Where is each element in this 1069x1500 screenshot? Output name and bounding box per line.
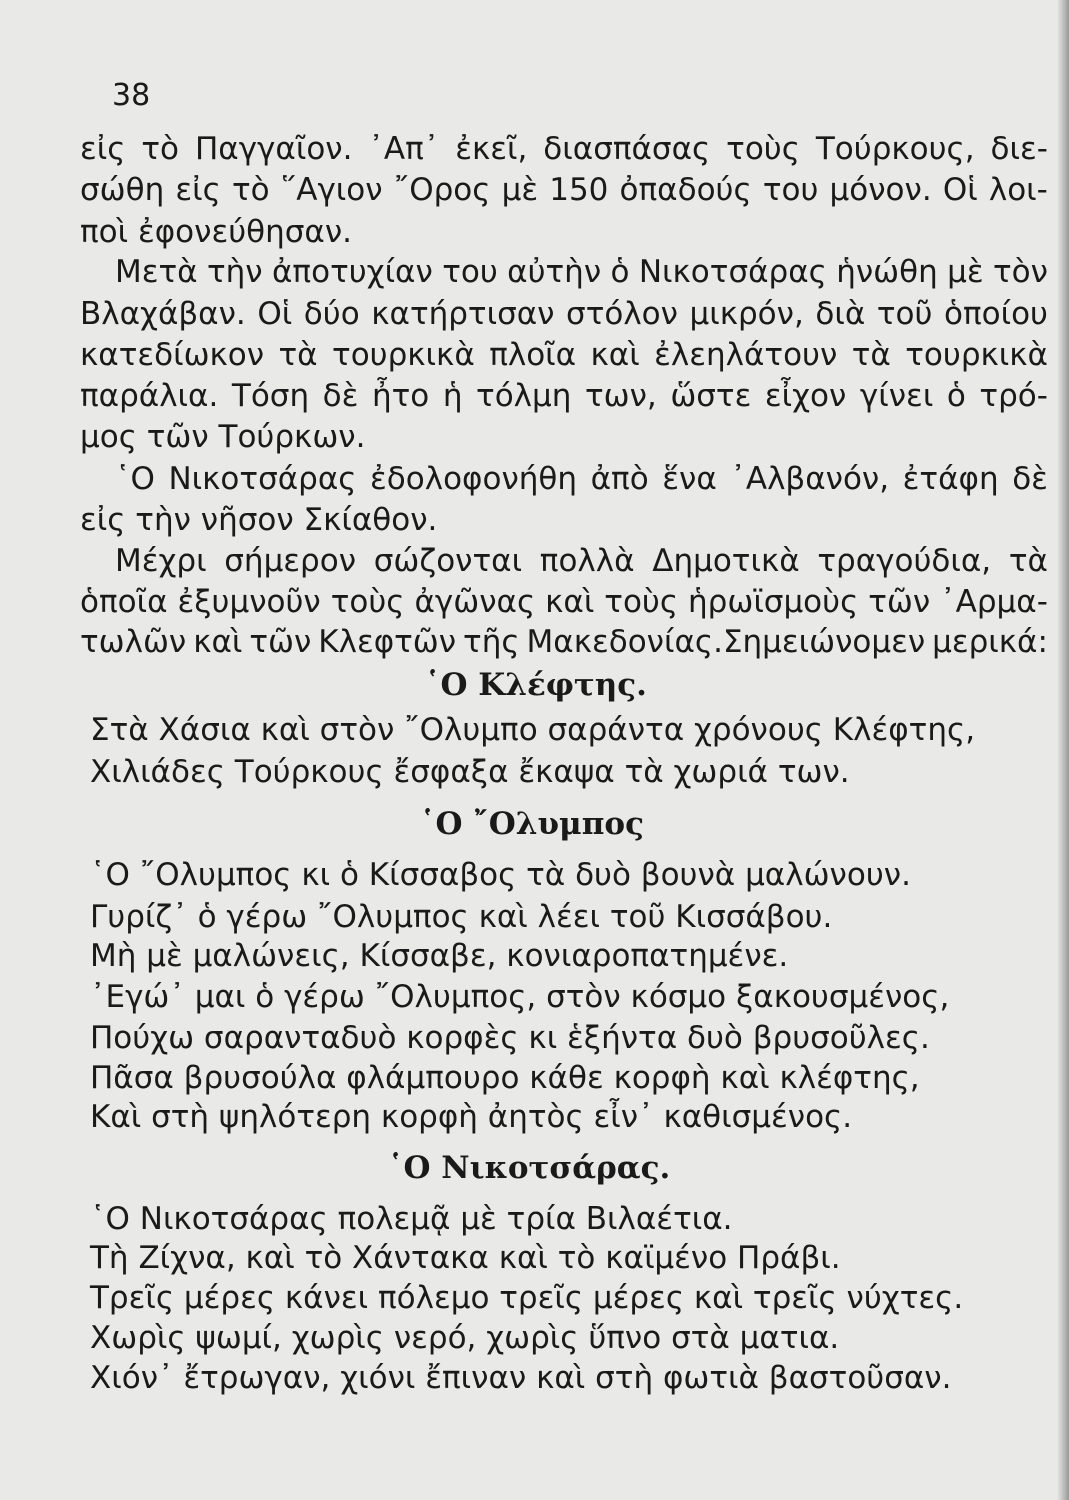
- verse-line: Καὶ στὴ ψηλότερη κορφὴ ἀητὸς εἶν᾿ καθισμένος.: [90, 1099, 853, 1135]
- text-line: ποὶ ἐφονεύθησαν.: [80, 214, 353, 250]
- text-line: Βλαχάβαν. Οἱ δύο κατήρτισαν στόλον μικρόν, διὰ τοῦ ὁποίου: [80, 296, 1048, 332]
- song-title: ῾Ο Κλέφτης.: [425, 667, 647, 703]
- verse-line: Τρεῖς μέρες κάνει πόλεμο τρεῖς μέρες καὶ τρεῖς νύχτες.: [90, 1280, 964, 1316]
- verse-line: Χωρὶς ψωμί, χωρὶς νερό, χωρὶς ὕπνο στὰ ματια.: [90, 1320, 840, 1356]
- text-line: παράλια. Τόση δὲ ἦτο ἡ τόλμη των, ὥστε εἶχον γίνει ὁ τρό-: [80, 378, 1048, 414]
- text-line: εἰς τὸ Παγγαῖον. ᾿Απ᾿ ἐκεῖ, διασπάσας τοὺς Τούρκους, διε-: [80, 131, 1048, 167]
- verse-line: Γυρίζ᾿ ὁ γέρω ῎Ολυμπος καὶ λέει τοῦ Κισσάβου.: [90, 899, 833, 935]
- text-line: τωλῶν καὶ τῶν Κλεφτῶν τῆς Μακεδονίας.Σημειώνομεν μερικά:: [80, 624, 1048, 660]
- text-line: σώθη εἰς τὸ ῞Αγιον ῎Ορος μὲ 150 ὀπαδούς του μόνον. Οἱ λοι-: [80, 172, 1048, 208]
- page-edge-shadow: [1057, 0, 1069, 1500]
- verse-line: Στὰ Χάσια καὶ στὸν ῎Ολυμπο σαράντα χρόνους Κλέφτης,: [90, 712, 976, 748]
- text-line: ὁποῖα ἐξυμνοῦν τοὺς ἀγῶνας καὶ τοὺς ἡρωϊσμοὺς τῶν ᾿Αρμα-: [80, 584, 1048, 620]
- verse-line: Πᾶσα βρυσούλα φλάμπουρο κάθε κορφὴ καὶ κλέφτης,: [90, 1060, 920, 1096]
- verse-line: Πούχω σαρανταδυὸ κορφὲς κι ἑξήντα δυὸ βρυσοῦλες.: [90, 1020, 930, 1056]
- text-line: Μέχρι σήμερον σώζονται πολλὰ Δημοτικὰ τραγούδια, τὰ: [115, 543, 1048, 579]
- verse-line: Χιόν᾿ ἔτρωγαν, χιόνι ἔπιναν καὶ στὴ φωτιὰ βαστοῦσαν.: [90, 1360, 952, 1396]
- verse-line: ῾Ο Νικοτσάρας πολεμᾷ μὲ τρία Βιλαέτια.: [90, 1201, 733, 1237]
- song-title: ῾Ο ῎Ολυμπος: [420, 806, 644, 842]
- verse-line: Χιλιάδες Τούρκους ἔσφαξα ἔκαψα τὰ χωριά των.: [90, 754, 850, 790]
- verse-line: ῾Ο ῎Ολυμπος κι ὁ Κίσσαβος τὰ δυὸ βουνὰ μαλώνουν.: [90, 857, 911, 893]
- page-number: 38: [112, 78, 151, 113]
- text-line: Μετὰ τὴν ἀποτυχίαν του αὐτὴν ὁ Νικοτσάρας ἡνώθη μὲ τὸν: [115, 254, 1048, 290]
- verse-line: ᾿Εγώ᾿ μαι ὁ γέρω ῎Ολυμπος, στὸν κόσμο ξακουσμένος,: [90, 979, 950, 1015]
- song-title: ῾Ο Νικοτσάρας.: [388, 1150, 671, 1186]
- text-line: ῾Ο Νικοτσάρας ἐδολοφονήθη ἀπὸ ἕνα ᾿Αλβανόν, ἐτάφη δὲ: [115, 461, 1048, 497]
- text-line: εἰς τὴν νῆσον Σκίαθον.: [80, 502, 438, 538]
- verse-line: Τὴ Ζίχνα, καὶ τὸ Χάντακα καὶ τὸ καϊμένο Πράβι.: [90, 1240, 841, 1276]
- verse-line: Μὴ μὲ μαλώνεις, Κίσσαβε, κονιαροπατημένε.: [90, 938, 789, 974]
- text-line: κατεδίωκον τὰ τουρκικὰ πλοῖα καὶ ἐλεηλάτουν τὰ τουρκικὰ: [80, 337, 1048, 373]
- text-line: μος τῶν Τούρκων.: [80, 419, 366, 455]
